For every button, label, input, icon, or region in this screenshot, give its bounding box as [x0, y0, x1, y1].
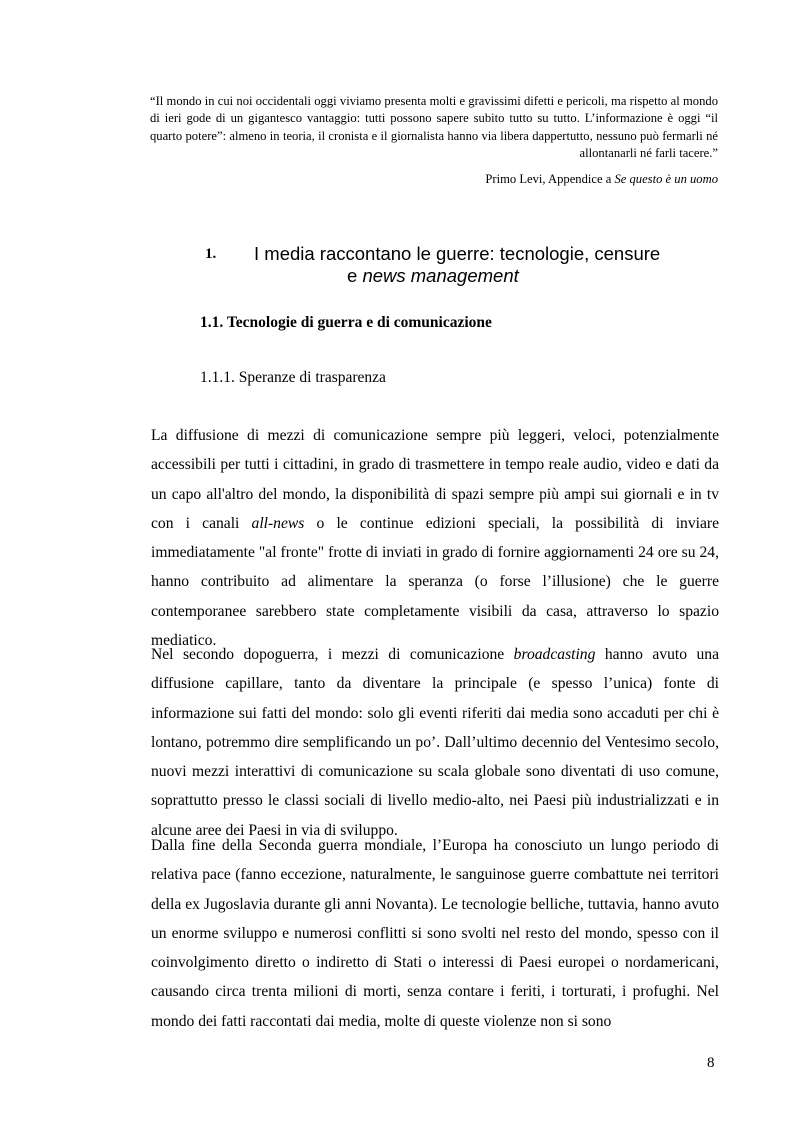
epigraph-attribution: [150, 171, 718, 188]
paragraph-1-emphasis: all-news: [251, 514, 305, 532]
paragraph-2: [151, 640, 719, 845]
paragraph-1: [151, 421, 719, 655]
attribution-book-title: Se questo è un uomo: [614, 172, 718, 186]
section-heading: 1.1. Tecnologie di guerra e di comunicazione: [200, 314, 492, 331]
chapter-title-line2: [347, 265, 519, 287]
chapter-title-line1: I media raccontano le guerre: tecnologie, censure: [254, 243, 661, 264]
chapter-title-emphasis: news management: [362, 265, 519, 286]
paragraph-1-text-b: o le continue edizioni speciali, la possibilità di inviare immediatamente "al fronte" frotte di inviati in grado di fornire aggiornamenti 24 ore su 24, hanno contribuito ad alimentare la speranza (o forse l’illusione) che le guerre contemporanee sarebbero state completamente visibili da casa, attraverso lo spazio mediatico.: [151, 514, 719, 650]
paragraph-2-emphasis: broadcasting: [513, 646, 596, 663]
epigraph-quote: “Il mondo in cui noi occidentali oggi viviamo presenta molti e gravissimi difetti e pericoli, ma rispetto al mondo di ieri gode di un gigantesco vantaggio: tutti possono sapere subito tutto su tutto. L’informazione è oggi “il quarto potere”: almeno in teoria, il cronista e il giornalista hanno via libera dappertutto, nessuno può fermarli né allontanarli né farli tacere.”: [150, 94, 718, 161]
chapter-number: 1.: [205, 246, 217, 262]
subsection-heading: 1.1.1. Speranze di trasparenza: [200, 369, 386, 386]
page-number: 8: [707, 1055, 715, 1071]
attribution-author: Primo Levi, Appendice a: [485, 172, 615, 186]
paragraph-2-text-b: hanno avuto una diffusione capillare, tanto da diventare la principale (e spesso l’unica) fonte di informazione sui fatti del mondo: solo gli eventi riferiti dai media sono accaduti per chi è lontano, potremmo dire semplificando un po’. Dall’ultimo decennio del Ventesimo secolo, nuovi mezzi interattivi di comunicazione su scala globale sono diventati di uso comune, soprattutto presso le classi sociali di livello medio-alto, nei Paesi più industrializzati e in alcune aree dei Paesi in via di sviluppo.: [151, 646, 719, 839]
paragraph-1-text-a: La diffusione di mezzi di comunicazione sempre più leggeri, veloci, potenzialmente accessibili per tutti i cittadini, in grado di trasmettere in tempo reale audio, video e dati da un capo all'altro del mondo, la disponibilità di spazi sempre più ampi sui giornali e in tv con i canali: [151, 427, 719, 532]
chapter-title-prefix: e: [347, 265, 363, 286]
paragraph-2-text-a: Nel secondo dopoguerra, i mezzi di comunicazione: [151, 646, 514, 663]
paragraph-3: Dalla fine della Seconda guerra mondiale, l’Europa ha conosciuto un lungo periodo di relativa pace (fanno eccezione, naturalmente, le sanguinose guerre combattute nei territori della ex Jugoslavia durante gli anni Novanta). Le tecnologie belliche, tuttavia, hanno avuto un enorme sviluppo e numerosi conflitti si sono svolti nel resto del mondo, spesso con il coinvolgimento diretto o indiretto di Stati o interessi di Paesi europei o nordamericani, causando circa trenta milioni di morti, senza contare i feriti, i torturati, i profughi. Nel mondo dei fatti raccontati dai media, molte di queste violenze non si sono: [151, 837, 719, 1030]
